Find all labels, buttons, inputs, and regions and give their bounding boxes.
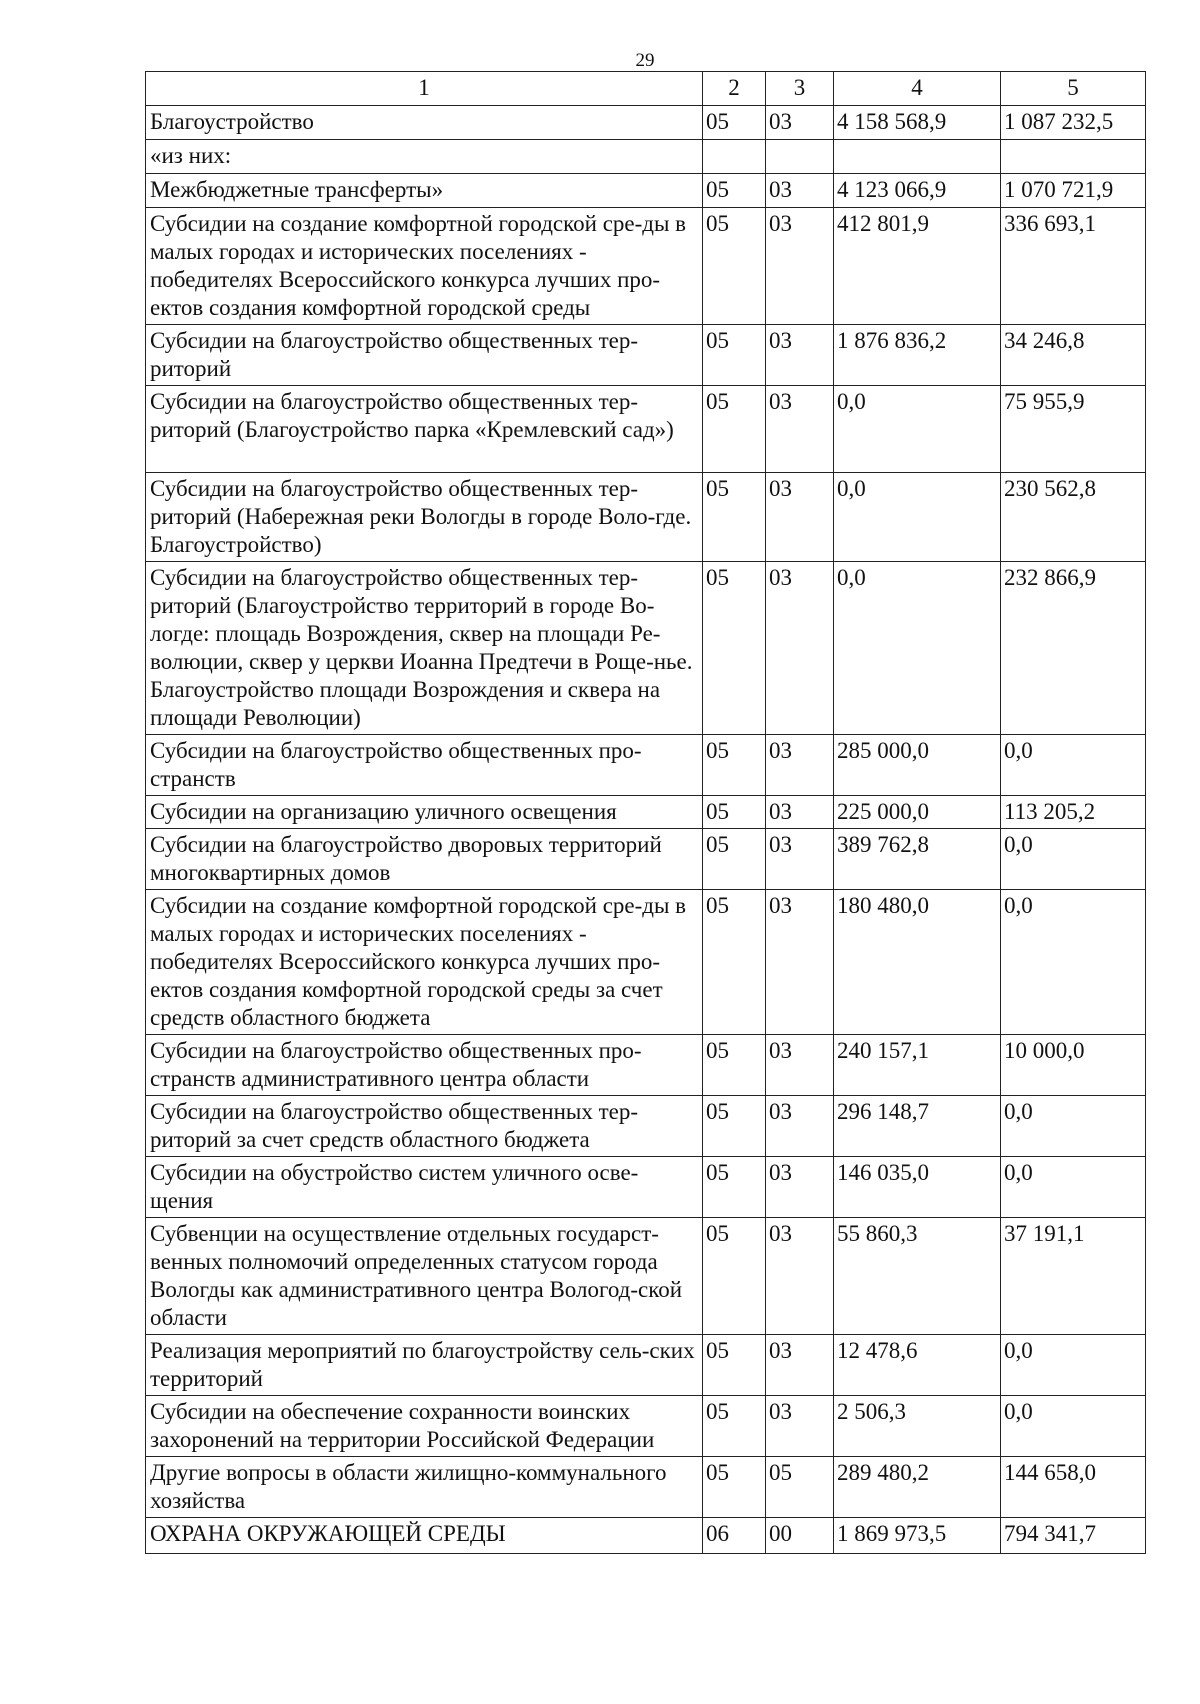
subsection-code-cell: 03: [766, 796, 834, 829]
row-name-cell: Межбюджетные трансферты»: [146, 174, 703, 208]
amount-plan-cell: 296 148,7: [834, 1096, 1001, 1157]
row-name-cell: «из них:: [146, 140, 703, 174]
section-code-cell: 05: [703, 562, 766, 735]
subsection-code-cell: 03: [766, 1335, 834, 1396]
column-header-1: 1: [146, 72, 703, 106]
table-row: [146, 106, 1146, 140]
amount-actual-cell: 34 246,8: [1001, 325, 1146, 386]
table-row: [146, 1157, 1146, 1218]
row-name-cell: Субсидии на организацию уличного освещения: [146, 796, 703, 829]
row-name-cell: Другие вопросы в области жилищно-коммунального хозяйства: [146, 1457, 703, 1518]
table-row: [146, 325, 1146, 386]
table-row: [146, 140, 1146, 174]
row-name-cell: Субсидии на благоустройство общественных тер-риторий: [146, 325, 703, 386]
table-row: [146, 1335, 1146, 1396]
table-row: [146, 1396, 1146, 1457]
amount-plan-cell: 180 480,0: [834, 890, 1001, 1035]
amount-plan-cell: 240 157,1: [834, 1035, 1001, 1096]
amount-plan-cell: 225 000,0: [834, 796, 1001, 829]
table-row: [146, 208, 1146, 325]
section-code-cell: 05: [703, 174, 766, 208]
table-row: [146, 1218, 1146, 1335]
table-row: [146, 473, 1146, 562]
amount-actual-cell: 144 658,0: [1001, 1457, 1146, 1518]
row-name-cell: Субсидии на обеспечение сохранности воинских захоронений на территории Российской Федерации: [146, 1396, 703, 1457]
section-code-cell: 05: [703, 1218, 766, 1335]
amount-plan-cell: 0,0: [834, 386, 1001, 473]
amount-actual-cell: 0,0: [1001, 829, 1146, 890]
table-row: [146, 1035, 1146, 1096]
subsection-code-cell: 03: [766, 325, 834, 386]
amount-actual-cell: 336 693,1: [1001, 208, 1146, 325]
amount-plan-cell: 2 506,3: [834, 1396, 1001, 1457]
amount-plan-cell: 389 762,8: [834, 829, 1001, 890]
column-header-5: 5: [1001, 72, 1146, 106]
row-name-cell: Субвенции на осуществление отдельных государст-венных полномочий определенных статусом города Вологды как административного центра Вологод-ской области: [146, 1218, 703, 1335]
amount-actual-cell: [1001, 140, 1146, 174]
amount-plan-cell: 1 876 836,2: [834, 325, 1001, 386]
amount-plan-cell: [834, 140, 1001, 174]
amount-actual-cell: 230 562,8: [1001, 473, 1146, 562]
table-row: [146, 1518, 1146, 1554]
section-code-cell: 05: [703, 1396, 766, 1457]
subsection-code-cell: 03: [766, 1218, 834, 1335]
section-code-cell: 05: [703, 208, 766, 325]
subsection-code-cell: 03: [766, 1096, 834, 1157]
table-row: [146, 562, 1146, 735]
column-header-3: 3: [766, 72, 834, 106]
table-row: [146, 1096, 1146, 1157]
subsection-code-cell: 03: [766, 562, 834, 735]
row-name-cell: Субсидии на благоустройство общественных про-странств административного центра области: [146, 1035, 703, 1096]
subsection-code-cell: 03: [766, 735, 834, 796]
amount-actual-cell: 37 191,1: [1001, 1218, 1146, 1335]
subsection-code-cell: 03: [766, 1396, 834, 1457]
row-name-cell: Благоустройство: [146, 106, 703, 140]
amount-plan-cell: 4 123 066,9: [834, 174, 1001, 208]
section-code-cell: 05: [703, 1157, 766, 1218]
amount-actual-cell: 0,0: [1001, 1157, 1146, 1218]
row-name-cell: Субсидии на создание комфортной городской сре-ды в малых городах и исторических поселениях - победителях Всероссийского конкурса лучших про-ектов создания комфортной городской среды: [146, 208, 703, 325]
section-code-cell: [703, 140, 766, 174]
row-name-cell: Субсидии на благоустройство общественных тер-риторий за счет средств областного бюджета: [146, 1096, 703, 1157]
column-header-4: 4: [834, 72, 1001, 106]
budget-table: [145, 71, 1146, 1554]
section-code-cell: 05: [703, 473, 766, 562]
amount-plan-cell: 4 158 568,9: [834, 106, 1001, 140]
amount-actual-cell: 10 000,0: [1001, 1035, 1146, 1096]
amount-plan-cell: 55 860,3: [834, 1218, 1001, 1335]
row-name-cell: Субсидии на благоустройство дворовых территорий многоквартирных домов: [146, 829, 703, 890]
amount-plan-cell: 0,0: [834, 473, 1001, 562]
subsection-code-cell: 00: [766, 1518, 834, 1554]
amount-plan-cell: 285 000,0: [834, 735, 1001, 796]
amount-actual-cell: 232 866,9: [1001, 562, 1146, 735]
subsection-code-cell: 03: [766, 208, 834, 325]
section-code-cell: 05: [703, 325, 766, 386]
section-code-cell: 05: [703, 1457, 766, 1518]
section-code-cell: 05: [703, 1096, 766, 1157]
subsection-code-cell: 03: [766, 890, 834, 1035]
amount-plan-cell: 146 035,0: [834, 1157, 1001, 1218]
amount-plan-cell: 412 801,9: [834, 208, 1001, 325]
section-code-cell: 06: [703, 1518, 766, 1554]
table-body: [146, 106, 1146, 1554]
table-row: [146, 735, 1146, 796]
row-name-cell: Субсидии на обустройство систем уличного осве-щения: [146, 1157, 703, 1218]
row-name-cell: ОХРАНА ОКРУЖАЮЩЕЙ СРЕДЫ: [146, 1518, 703, 1554]
table-row: [146, 386, 1146, 473]
section-code-cell: 05: [703, 1035, 766, 1096]
page-number: 29: [635, 50, 655, 71]
amount-actual-cell: 0,0: [1001, 1396, 1146, 1457]
subsection-code-cell: 03: [766, 1035, 834, 1096]
subsection-code-cell: 03: [766, 473, 834, 562]
amount-actual-cell: 0,0: [1001, 1096, 1146, 1157]
subsection-code-cell: 03: [766, 106, 834, 140]
section-code-cell: 05: [703, 106, 766, 140]
row-name-cell: Субсидии на благоустройство общественных тер-риторий (Набережная реки Вологды в городе Воло-где. Благоустройство): [146, 473, 703, 562]
amount-actual-cell: 113 205,2: [1001, 796, 1146, 829]
subsection-code-cell: 03: [766, 1157, 834, 1218]
amount-actual-cell: 794 341,7: [1001, 1518, 1146, 1554]
amount-actual-cell: 0,0: [1001, 890, 1146, 1035]
table-header-row: [146, 72, 1146, 106]
subsection-code-cell: 05: [766, 1457, 834, 1518]
amount-plan-cell: 289 480,2: [834, 1457, 1001, 1518]
section-code-cell: 05: [703, 890, 766, 1035]
amount-actual-cell: 1 070 721,9: [1001, 174, 1146, 208]
amount-plan-cell: 0,0: [834, 562, 1001, 735]
section-code-cell: 05: [703, 735, 766, 796]
subsection-code-cell: [766, 140, 834, 174]
table-row: [146, 829, 1146, 890]
table-row: [146, 796, 1146, 829]
row-name-cell: Субсидии на благоустройство общественных про-странств: [146, 735, 703, 796]
amount-actual-cell: 0,0: [1001, 735, 1146, 796]
table-row: [146, 174, 1146, 208]
section-code-cell: 05: [703, 796, 766, 829]
row-name-cell: Субсидии на благоустройство общественных тер-риторий (Благоустройство территорий в городе Во-логде: площадь Возрождения, сквер на площади Ре-волюции, сквер у церкви Иоанна Предтечи в Роще-нье. Благоустройство площади Возрождения и сквера на площади Революции): [146, 562, 703, 735]
subsection-code-cell: 03: [766, 174, 834, 208]
subsection-code-cell: 03: [766, 386, 834, 473]
section-code-cell: 05: [703, 1335, 766, 1396]
amount-plan-cell: 12 478,6: [834, 1335, 1001, 1396]
table-row: [146, 1457, 1146, 1518]
amount-actual-cell: 1 087 232,5: [1001, 106, 1146, 140]
amount-plan-cell: 1 869 973,5: [834, 1518, 1001, 1554]
row-name-cell: Субсидии на создание комфортной городской сре-ды в малых городах и исторических поселениях - победителях Всероссийского конкурса лучших про-ектов создания комфортной городской среды за счет средств областного бюджета: [146, 890, 703, 1035]
row-name-cell: Субсидии на благоустройство общественных тер-риторий (Благоустройство парка «Кремлевский сад»): [146, 386, 703, 473]
amount-actual-cell: 0,0: [1001, 1335, 1146, 1396]
subsection-code-cell: 03: [766, 829, 834, 890]
amount-actual-cell: 75 955,9: [1001, 386, 1146, 473]
section-code-cell: 05: [703, 829, 766, 890]
row-name-cell: Реализация мероприятий по благоустройству сель-ских территорий: [146, 1335, 703, 1396]
column-header-2: 2: [703, 72, 766, 106]
section-code-cell: 05: [703, 386, 766, 473]
table-row: [146, 890, 1146, 1035]
